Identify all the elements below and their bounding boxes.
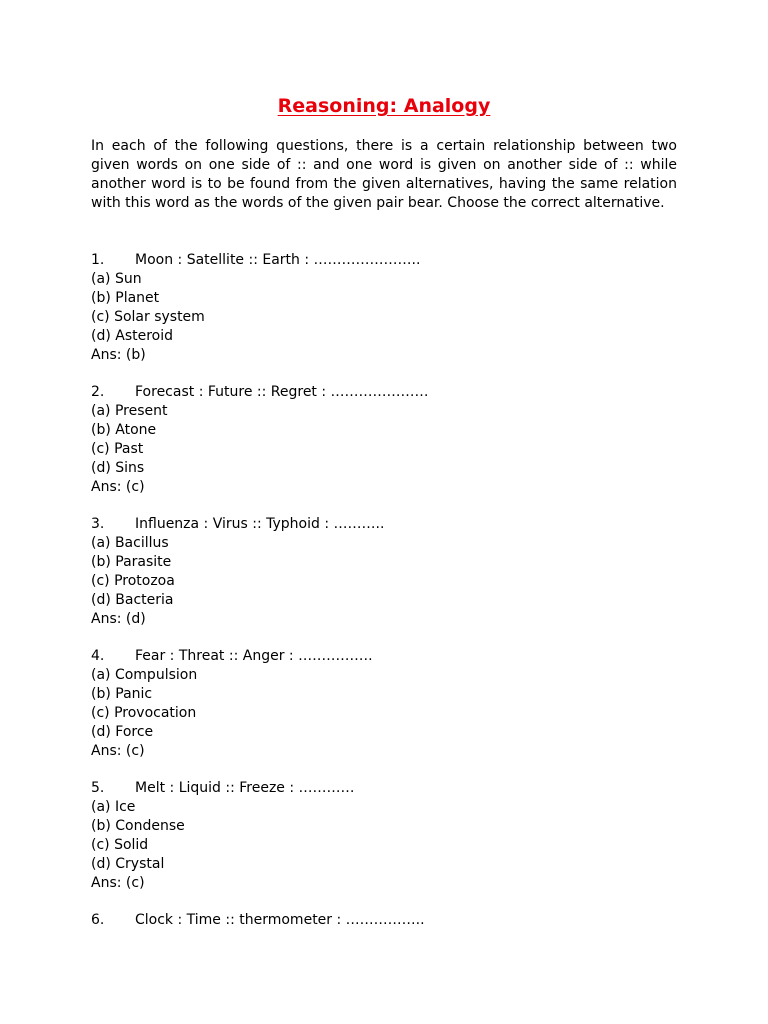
option: (a) Bacillus — [91, 535, 169, 551]
option: (d) Force — [91, 724, 154, 740]
option: (d) Sins — [91, 460, 145, 476]
question-header — [91, 515, 677, 534]
option: (d) Asteroid — [91, 328, 174, 344]
question-text: Forecast : Future :: Regret : ………………… — [135, 384, 429, 400]
question-block — [91, 911, 677, 930]
question-number: 5. — [91, 780, 105, 796]
option: (a) Ice — [91, 799, 136, 815]
option: (b) Planet — [91, 290, 160, 306]
question-header — [91, 383, 677, 402]
intro-paragraph: In each of the following questions, there is a certain relationship between two given words on one side of :: and one word is given on another side of :: while another word is to be found from the given alternatives, having the same relation with this word as the words of the given pair bear. Choose the correct alternative. — [91, 138, 677, 211]
answer: Ans: (d) — [91, 611, 146, 627]
answer: Ans: (b) — [91, 347, 146, 363]
question-number: 2. — [91, 384, 105, 400]
option: (c) Provocation — [91, 705, 197, 721]
question-text: Fear : Threat :: Anger : ……………. — [135, 648, 373, 664]
option: (b) Parasite — [91, 554, 172, 570]
option: (a) Present — [91, 403, 168, 419]
answer: Ans: (c) — [91, 875, 145, 891]
question-block — [91, 515, 677, 629]
question-block — [91, 647, 677, 761]
question-text: Influenza : Virus :: Typhoid : ……….. — [135, 516, 385, 532]
question-number: 1. — [91, 252, 105, 268]
question-header — [91, 911, 677, 930]
question-block — [91, 383, 677, 497]
question-header — [91, 647, 677, 666]
question-block — [91, 251, 677, 365]
question-header — [91, 779, 677, 798]
question-number: 4. — [91, 648, 105, 664]
option: (b) Atone — [91, 422, 157, 438]
answer: Ans: (c) — [91, 743, 145, 759]
question-text: Melt : Liquid :: Freeze : ………… — [135, 780, 355, 796]
option: (b) Condense — [91, 818, 185, 834]
question-number: 3. — [91, 516, 105, 532]
option: (c) Solid — [91, 837, 149, 853]
option: (d) Crystal — [91, 856, 165, 872]
question-header — [91, 251, 677, 270]
option: (a) Compulsion — [91, 667, 198, 683]
option: (d) Bacteria — [91, 592, 174, 608]
page-title: Reasoning: Analogy — [277, 95, 491, 117]
question-text: Clock : Time :: thermometer : …………….. — [135, 912, 425, 928]
document-page — [91, 0, 677, 1024]
answer: Ans: (c) — [91, 479, 145, 495]
question-number: 6. — [91, 912, 105, 928]
question-text: Moon : Satellite :: Earth : ………………….. — [135, 252, 421, 268]
option: (c) Protozoa — [91, 573, 175, 589]
option: (b) Panic — [91, 686, 153, 702]
question-block — [91, 779, 677, 893]
option: (a) Sun — [91, 271, 142, 287]
option: (c) Past — [91, 441, 144, 457]
option: (c) Solar system — [91, 309, 205, 325]
